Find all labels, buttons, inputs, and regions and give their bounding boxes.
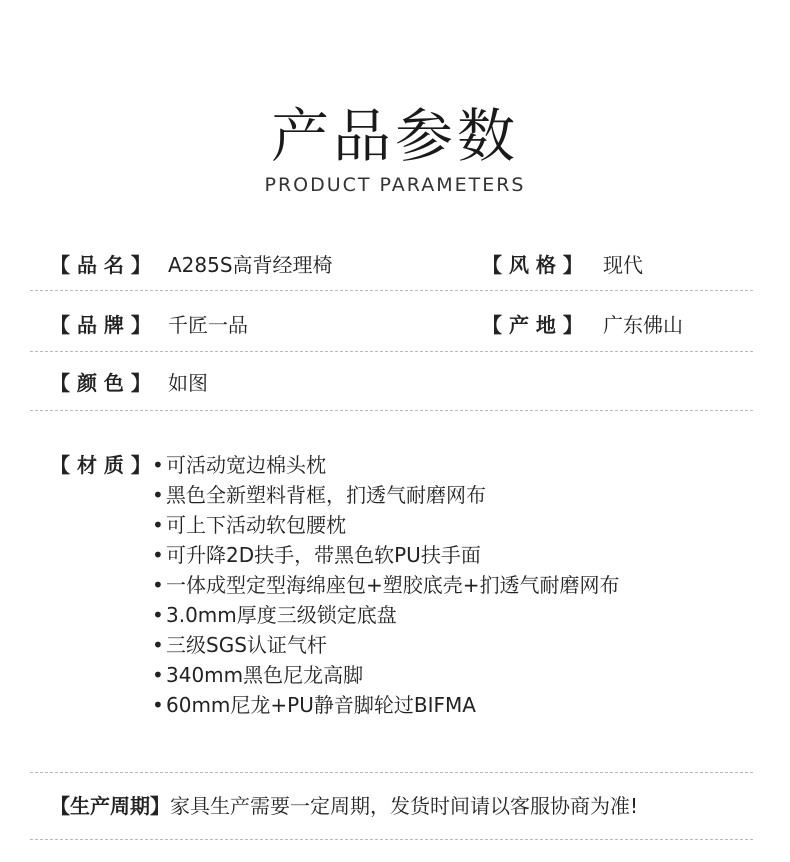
- divider: [30, 351, 753, 352]
- bullet: •: [152, 513, 164, 537]
- divider: [30, 839, 753, 840]
- divider: [30, 772, 753, 773]
- list-item: • 可活动宽边棉头枕: [152, 450, 620, 480]
- brand-label: 【 品 牌 】: [50, 313, 151, 337]
- origin-label: 【 产 地 】: [482, 313, 583, 337]
- style-value: 现代: [603, 253, 643, 277]
- material-label: 【 材 质 】: [50, 453, 151, 477]
- bullet: •: [152, 573, 164, 597]
- list-item: • 可升降2D扶手，带黑色软PU扶手面: [152, 540, 620, 570]
- bullet: •: [152, 483, 164, 507]
- list-item: • 黑色全新塑料背框，扪透气耐磨网布: [152, 480, 620, 510]
- list-item: • 60mm尼龙+PU静音脚轮过BIFMA: [152, 690, 620, 720]
- origin-value: 广东佛山: [603, 313, 683, 337]
- color-label: 【 颜 色 】: [50, 371, 151, 395]
- material-list: [152, 450, 620, 720]
- list-item: • 3.0mm厚度三级锁定底盘: [152, 600, 620, 630]
- divider: [30, 410, 753, 411]
- color-value: 如图: [168, 371, 208, 395]
- notice-label: 【生产周期】: [50, 794, 170, 818]
- list-item: • 340mm黑色尼龙高脚: [152, 660, 620, 690]
- production-notice: [50, 791, 638, 821]
- bullet: •: [152, 663, 164, 687]
- bullet: •: [152, 543, 164, 567]
- list-item: • 三级SGS认证气杆: [152, 630, 620, 660]
- notice-text: 家具生产需要一定周期，发货时间请以客服协商为准!: [170, 794, 639, 818]
- param-row-color: [0, 368, 790, 398]
- bullet: •: [152, 603, 164, 627]
- param-row-name-style: [0, 250, 790, 280]
- list-item: • 一体成型定型海绵座包+塑胶底壳+扪透气耐磨网布: [152, 570, 620, 600]
- bullet: •: [152, 693, 164, 717]
- bullet: •: [152, 633, 164, 657]
- param-row-brand-origin: [0, 310, 790, 340]
- bullet: •: [152, 453, 164, 477]
- page-subtitle: PRODUCT PARAMETERS: [264, 174, 526, 196]
- brand-value: 千匠一品: [168, 313, 248, 337]
- style-label: 【 风 格 】: [482, 253, 583, 277]
- divider: [30, 290, 753, 291]
- name-label: 【 品 名 】: [50, 253, 151, 277]
- name-value: A285S高背经理椅: [168, 253, 333, 277]
- list-item: • 可上下活动软包腰枕: [152, 510, 620, 540]
- page-title: 产品参数: [270, 102, 519, 170]
